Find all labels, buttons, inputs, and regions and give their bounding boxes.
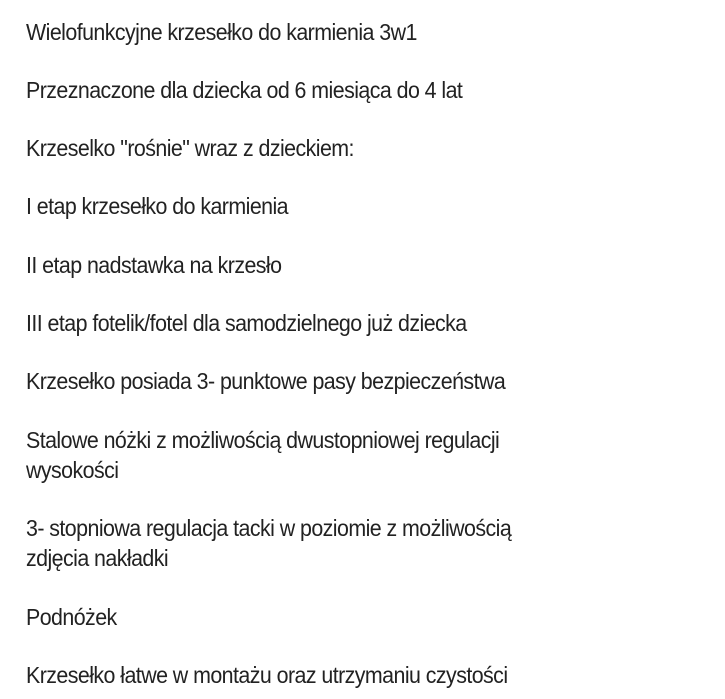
- text-line: Krzesełko posiada 3- punktowe pasy bezpieczeństwa: [26, 368, 506, 394]
- text-line: I etap krzesełko do karmienia: [26, 193, 289, 219]
- text-line: Krzesełko łatwe w montażu oraz utrzymaniu czystości: [26, 662, 508, 688]
- paragraph-tray-adjustment: [26, 513, 511, 573]
- paragraph-stage-1: [26, 191, 288, 221]
- paragraph-steel-legs: [26, 425, 499, 485]
- text-line: Stalowe nóżki z możliwością dwustopniowej regulacji: [26, 427, 500, 453]
- text-line: Przeznaczone dla dziecka od 6 miesiąca do 4 lat: [26, 77, 463, 103]
- text-line: wysokości: [26, 457, 119, 483]
- paragraph-grows-with-child: [26, 133, 354, 163]
- text-line: 3- stopniowa regulacja tacki w poziomie z możliwością: [26, 515, 512, 541]
- paragraph-safety-belts: [26, 366, 505, 396]
- paragraph-stage-2: [26, 250, 281, 280]
- text-line: Krzeselko "rośnie" wraz z dzieckiem:: [26, 135, 354, 161]
- paragraph-stage-3: [26, 308, 467, 338]
- text-line: III etap fotelik/fotel dla samodzielnego już dziecka: [26, 310, 467, 336]
- text-line: Wielofunkcyjne krzesełko do karmienia 3w1: [26, 19, 417, 45]
- text-line: zdjęcia nakładki: [26, 545, 169, 571]
- paragraph-age-range: [26, 75, 462, 105]
- paragraph-footrest: [26, 602, 117, 632]
- text-line: Podnóżek: [26, 604, 117, 630]
- text-line: II etap nadstawka na krzesło: [26, 252, 282, 278]
- paragraph-title: [26, 17, 417, 47]
- paragraph-easy-assembly: [26, 660, 508, 690]
